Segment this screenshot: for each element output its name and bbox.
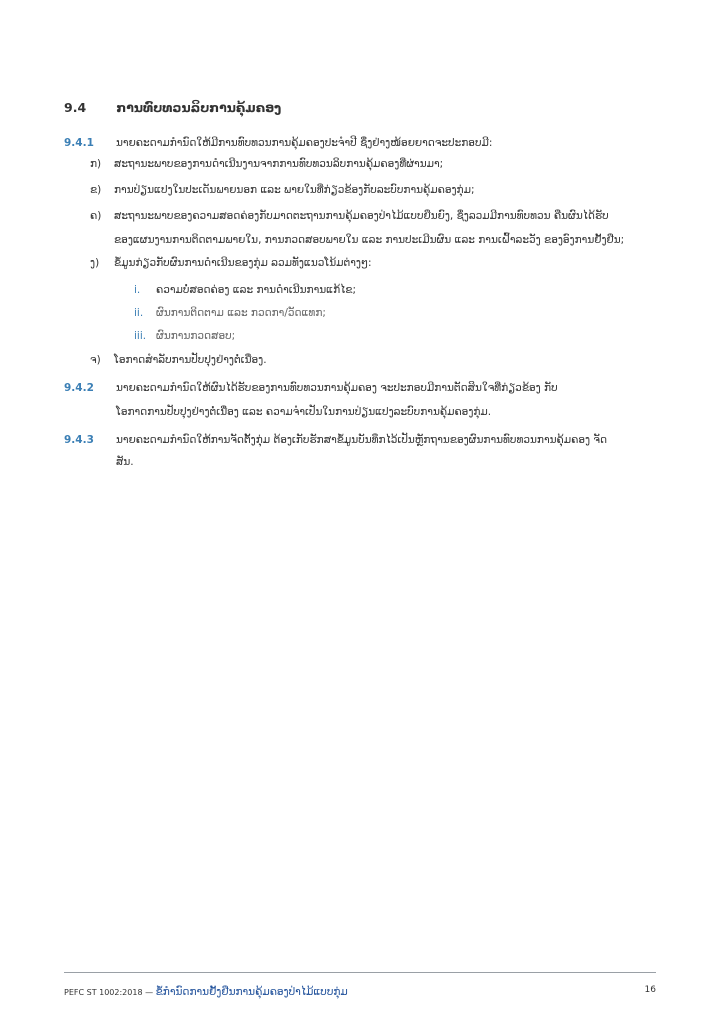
roman-label: ii. [134, 307, 144, 319]
sub-list-text: ຜົນການກວດສອບ; [156, 330, 236, 342]
clause-text: ນາຍຄະດາມກຳນົດໃຫ້ຜົນໄດ້ຮັບຂອງການທົບທວນການຄຸ້ມຄອງ ຈະປະກອບມີການຕັດສິນໃຈທີ່ກ່ຽວຂ້ອງ ກັບ [116, 382, 558, 394]
list-label: ຈ) [90, 354, 101, 366]
clause-9-4-2 [64, 381, 558, 395]
list-item [90, 183, 475, 197]
list-label: ງ) [90, 257, 100, 269]
clause-9-4-3 [64, 433, 607, 447]
sub-list-item [134, 283, 356, 297]
roman-label: i. [134, 284, 141, 296]
clause-text: ນາຍຄະດາມກຳນົດໃຫ້ການຈັດຕັ້ງກຸ່ມ ຕ້ອງເກັບຮັກສາຂໍ້ມູນບັນທຶກໄວ້ເປັນຫຼັກຖານຂອງຜົນການທົບທວນການຄຸ້ມຄອງ ຈັດ [116, 434, 608, 446]
roman-label: iii. [134, 330, 147, 342]
page-number: 16 [644, 985, 656, 995]
list-label: ກ) [90, 158, 102, 170]
footer-doc-id: PEFC ST 1002:2018 — [64, 988, 156, 997]
clause-9-4-1 [64, 136, 492, 150]
section-number: 9.4 [64, 100, 87, 115]
list-item-continuation [114, 233, 624, 247]
clause-continuation [116, 455, 134, 469]
clause-text: ນາຍຄະດາມກຳນົດໃຫ້ມີການທົບທວນການຄຸ້ມຄອງປະຈຳປີ ຊຶ່ງຢ່າງໜ້ອຍຍາດຈະປະກອບມີ: [116, 137, 493, 149]
list-item [90, 209, 609, 223]
list-text: ສະຖານະພາບຂອງຄວາມສອດຄ່ອງກັບມາດຕະຖານການຄຸ້ມຄອງປ່າໄມ້ແບບຍືນຍົງ, ຊຶ່ງລວມມີການທົບທວນ ຄືນຜົນໄດ້ຮັບ [114, 210, 609, 222]
list-text: ສະຖານະພາບຂອງການດຳເນີນງານຈາກການທົບທວນລິບການຄຸ້ມຄອງທີ່ຜ່ານມາ; [114, 158, 444, 170]
list-text: ໂອກາດສຳລັບການປັບປຸງຢ່າງຕໍ່ເນື່ອງ. [114, 354, 267, 366]
sub-list-item [134, 306, 326, 320]
footer-title [64, 986, 348, 998]
section-title: ການທົບທວນລິບການຄຸ້ມຄອງ [116, 100, 282, 115]
footer-divider [64, 972, 656, 973]
list-label: ຄ) [90, 210, 102, 222]
clause-continuation [116, 405, 491, 419]
list-text: ການປ່ຽນແປງໃນປະເດັນພາຍນອກ ແລະ ພາຍໃນທີ່ກ່ຽວຂ້ອງກັບລະບົບການຄຸ້ມຄອງກຸ່ມ; [114, 184, 475, 196]
list-item [90, 256, 372, 270]
sub-list-item [134, 329, 235, 343]
list-label: ຂ) [90, 184, 102, 196]
clause-text: ໂອກາດການປັບປຸງຢ່າງຕໍ່ເນື່ອງ ແລະ ຄວາມຈຳເປັນໃນການປ່ຽນແປງລະບົບການຄຸ້ມຄອງກຸ່ມ. [116, 406, 492, 418]
clause-number: 9.4.1 [64, 137, 94, 149]
list-text: ຂອງແຜນງານການຕິດຕາມພາຍໃນ, ການກວດສອບພາຍໃນ ແລະ ການປະເມີນຜົນ ແລະ ການເຝົ້າລະວັງ ຂອງອົງການຢັ້ງຢືນ; [114, 234, 625, 246]
clause-number: 9.4.3 [64, 434, 94, 446]
footer-doc-title: ຂໍ້ກຳນົດການຢັ້ງຢືນການຄຸ້ມຄອງປ່າໄມ້ແບບກຸ່ມ [155, 986, 348, 998]
list-item [90, 353, 267, 367]
sub-list-text: ຄວາມບໍ່ສອດຄ່ອງ ແລະ ການດຳເນີນການແກ້ໄຂ; [156, 284, 356, 296]
list-text: ຂໍ້ມູນກ່ຽວກັບຜົນການດຳເນີນຂອງກຸ່ມ ລວມທັງແນວໂນ້ມຕ່າງໆ: [114, 257, 372, 269]
list-item [90, 157, 443, 171]
section-heading [64, 100, 281, 115]
clause-number: 9.4.2 [64, 382, 94, 394]
clause-text: ສັນ. [116, 456, 134, 468]
sub-list-text: ຜົນການຕິດຕາມ ແລະ ກວດກາ/ວັດແທກ; [156, 307, 326, 319]
